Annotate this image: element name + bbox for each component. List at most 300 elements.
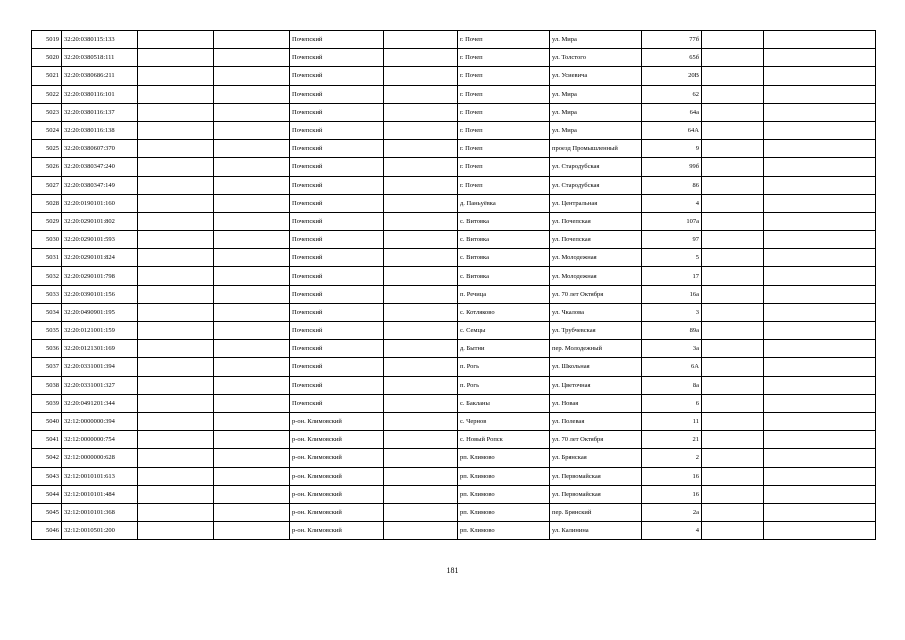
district-cell: р-он. Климовский [290, 467, 384, 485]
empty-cell [138, 194, 214, 212]
district-cell: Почепский [290, 176, 384, 194]
row-number: 5045 [32, 503, 62, 521]
street-cell: ул. Почепская [550, 231, 642, 249]
empty-cell [214, 194, 290, 212]
empty-cell [702, 358, 764, 376]
empty-cell [138, 212, 214, 230]
street-cell: ул. Стародубская [550, 158, 642, 176]
settlement-cell: г. Почеп [458, 176, 550, 194]
settlement-cell: с. Котляково [458, 303, 550, 321]
empty-cell [214, 267, 290, 285]
house-number: 64А [642, 121, 702, 139]
cadastral-number: 32:20:0380116:101 [62, 85, 138, 103]
district-cell: р-он. Климовский [290, 503, 384, 521]
row-number: 5024 [32, 121, 62, 139]
street-cell: ул. Первомайская [550, 467, 642, 485]
empty-cell [764, 103, 876, 121]
empty-cell [214, 412, 290, 430]
table-row [32, 103, 876, 121]
street-cell: ул. Мира [550, 103, 642, 121]
street-cell: ул. Толстого [550, 49, 642, 67]
house-number: 2а [642, 503, 702, 521]
district-cell: Почепский [290, 49, 384, 67]
empty-cell [138, 31, 214, 49]
empty-cell [384, 103, 458, 121]
cadastral-number: 32:12:0010101:484 [62, 485, 138, 503]
empty-cell [764, 67, 876, 85]
settlement-cell: с. Витовка [458, 267, 550, 285]
empty-cell [702, 285, 764, 303]
street-cell: ул. Чкалова [550, 303, 642, 321]
cadastral-number: 32:20:0380686:211 [62, 67, 138, 85]
row-number: 5043 [32, 467, 62, 485]
table-row [32, 285, 876, 303]
house-number: 6 [642, 394, 702, 412]
empty-cell [384, 431, 458, 449]
empty-cell [384, 194, 458, 212]
empty-cell [138, 322, 214, 340]
empty-cell [384, 449, 458, 467]
empty-cell [138, 249, 214, 267]
empty-cell [384, 340, 458, 358]
empty-cell [138, 358, 214, 376]
row-number: 5027 [32, 176, 62, 194]
house-number: 4 [642, 522, 702, 540]
empty-cell [384, 285, 458, 303]
cadastral-number: 32:12:0010101:368 [62, 503, 138, 521]
district-cell: Почепский [290, 212, 384, 230]
registry-table [31, 30, 876, 540]
empty-cell [214, 121, 290, 139]
table-row [32, 231, 876, 249]
empty-cell [138, 176, 214, 194]
empty-cell [764, 394, 876, 412]
empty-cell [138, 49, 214, 67]
district-cell: Почепский [290, 103, 384, 121]
empty-cell [384, 503, 458, 521]
empty-cell [702, 449, 764, 467]
street-cell: ул. 70 лет Октября [550, 285, 642, 303]
district-cell: Почепский [290, 249, 384, 267]
empty-cell [764, 449, 876, 467]
empty-cell [764, 303, 876, 321]
empty-cell [764, 212, 876, 230]
empty-cell [138, 412, 214, 430]
empty-cell [138, 103, 214, 121]
street-cell: ул. Мира [550, 121, 642, 139]
empty-cell [702, 522, 764, 540]
table-row [32, 522, 876, 540]
empty-cell [384, 358, 458, 376]
cadastral-number: 32:20:0290101:824 [62, 249, 138, 267]
empty-cell [764, 31, 876, 49]
district-cell: Почепский [290, 267, 384, 285]
street-cell: проезд Промышленный [550, 140, 642, 158]
table-row [32, 431, 876, 449]
cadastral-number: 32:20:0380518:111 [62, 49, 138, 67]
street-cell: ул. Полевая [550, 412, 642, 430]
empty-cell [764, 431, 876, 449]
empty-cell [214, 231, 290, 249]
empty-cell [138, 140, 214, 158]
empty-cell [764, 140, 876, 158]
row-number: 5035 [32, 322, 62, 340]
row-number: 5020 [32, 49, 62, 67]
district-cell: р-он. Климовский [290, 431, 384, 449]
empty-cell [702, 31, 764, 49]
table-row [32, 358, 876, 376]
house-number: 97 [642, 231, 702, 249]
empty-cell [214, 467, 290, 485]
street-cell: ул. Школьная [550, 358, 642, 376]
settlement-cell: г. Почеп [458, 49, 550, 67]
cadastral-number: 32:20:0380607:370 [62, 140, 138, 158]
empty-cell [384, 212, 458, 230]
table-row [32, 158, 876, 176]
row-number: 5039 [32, 394, 62, 412]
row-number: 5046 [32, 522, 62, 540]
district-cell: Почепский [290, 285, 384, 303]
cadastral-number: 32:12:0000000:628 [62, 449, 138, 467]
empty-cell [214, 522, 290, 540]
empty-cell [764, 49, 876, 67]
empty-cell [702, 140, 764, 158]
empty-cell [764, 358, 876, 376]
settlement-cell: г. Почеп [458, 158, 550, 176]
cadastral-number: 32:20:0190101:160 [62, 194, 138, 212]
empty-cell [214, 67, 290, 85]
empty-cell [138, 285, 214, 303]
district-cell: р-он. Климовский [290, 412, 384, 430]
table-row [32, 85, 876, 103]
settlement-cell: д. Паньуёвка [458, 194, 550, 212]
district-cell: Почепский [290, 303, 384, 321]
row-number: 5030 [32, 231, 62, 249]
empty-cell [138, 485, 214, 503]
empty-cell [702, 467, 764, 485]
row-number: 5022 [32, 85, 62, 103]
empty-cell [214, 85, 290, 103]
house-number: 62 [642, 85, 702, 103]
row-number: 5033 [32, 285, 62, 303]
empty-cell [702, 322, 764, 340]
empty-cell [384, 322, 458, 340]
cadastral-number: 32:20:0290101:593 [62, 231, 138, 249]
street-cell: ул. Молодежная [550, 249, 642, 267]
street-cell: ул. Мира [550, 85, 642, 103]
empty-cell [138, 267, 214, 285]
empty-cell [138, 85, 214, 103]
street-cell: ул. Стародубская [550, 176, 642, 194]
house-number: 11 [642, 412, 702, 430]
district-cell: Почепский [290, 340, 384, 358]
cadastral-number: 32:20:0380115:133 [62, 31, 138, 49]
row-number: 5023 [32, 103, 62, 121]
district-cell: Почепский [290, 31, 384, 49]
house-number: 16а [642, 285, 702, 303]
settlement-cell: рп. Климово [458, 485, 550, 503]
district-cell: Почепский [290, 358, 384, 376]
table-row [32, 503, 876, 521]
cadastral-number: 32:12:0010501:200 [62, 522, 138, 540]
street-cell: ул. Почепская [550, 212, 642, 230]
house-number: 64а [642, 103, 702, 121]
house-number: 16 [642, 467, 702, 485]
house-number: 16 [642, 485, 702, 503]
settlement-cell: с. Витовка [458, 249, 550, 267]
house-number: 20В [642, 67, 702, 85]
empty-cell [138, 231, 214, 249]
row-number: 5026 [32, 158, 62, 176]
settlement-cell: рп. Климово [458, 522, 550, 540]
empty-cell [764, 249, 876, 267]
empty-cell [764, 231, 876, 249]
table-row [32, 49, 876, 67]
empty-cell [702, 376, 764, 394]
empty-cell [138, 522, 214, 540]
empty-cell [138, 340, 214, 358]
empty-cell [214, 322, 290, 340]
settlement-cell: п. Речица [458, 285, 550, 303]
house-number: 65б [642, 49, 702, 67]
settlement-cell: с. Семцы [458, 322, 550, 340]
settlement-cell: г. Почеп [458, 121, 550, 139]
empty-cell [214, 285, 290, 303]
settlement-cell: с. Витовка [458, 231, 550, 249]
cadastral-number: 32:12:0000000:754 [62, 431, 138, 449]
empty-cell [764, 267, 876, 285]
empty-cell [702, 85, 764, 103]
empty-cell [384, 394, 458, 412]
empty-cell [702, 412, 764, 430]
house-number: 9 [642, 140, 702, 158]
cadastral-number: 32:12:0000000:394 [62, 412, 138, 430]
house-number: 99б [642, 158, 702, 176]
house-number: 3 [642, 303, 702, 321]
empty-cell [384, 140, 458, 158]
street-cell: ул. Мира [550, 31, 642, 49]
empty-cell [384, 376, 458, 394]
table-row [32, 485, 876, 503]
row-number: 5019 [32, 31, 62, 49]
table-row [32, 449, 876, 467]
cadastral-number: 32:20:0491201:344 [62, 394, 138, 412]
empty-cell [214, 158, 290, 176]
settlement-cell: рп. Климово [458, 467, 550, 485]
row-number: 5036 [32, 340, 62, 358]
house-number: 8а [642, 376, 702, 394]
empty-cell [702, 49, 764, 67]
empty-cell [702, 431, 764, 449]
empty-cell [214, 303, 290, 321]
empty-cell [384, 176, 458, 194]
empty-cell [214, 249, 290, 267]
empty-cell [214, 503, 290, 521]
cadastral-number: 32:20:0490901:195 [62, 303, 138, 321]
empty-cell [702, 340, 764, 358]
page-number: 181 [446, 566, 459, 575]
house-number: 5 [642, 249, 702, 267]
empty-cell [764, 85, 876, 103]
empty-cell [214, 449, 290, 467]
table-row [32, 194, 876, 212]
table-row [32, 340, 876, 358]
house-number: 77б [642, 31, 702, 49]
table-row [32, 303, 876, 321]
empty-cell [214, 31, 290, 49]
empty-cell [764, 194, 876, 212]
house-number: 89а [642, 322, 702, 340]
empty-cell [384, 67, 458, 85]
empty-cell [764, 412, 876, 430]
empty-cell [384, 249, 458, 267]
district-cell: Почепский [290, 322, 384, 340]
row-number: 5037 [32, 358, 62, 376]
district-cell: Почепский [290, 158, 384, 176]
empty-cell [384, 412, 458, 430]
empty-cell [214, 340, 290, 358]
table-row [32, 376, 876, 394]
table-row [32, 394, 876, 412]
settlement-cell: г. Почеп [458, 140, 550, 158]
settlement-cell: п. Рогь [458, 376, 550, 394]
empty-cell [384, 467, 458, 485]
district-cell: Почепский [290, 394, 384, 412]
empty-cell [702, 194, 764, 212]
empty-cell [764, 176, 876, 194]
empty-cell [138, 503, 214, 521]
empty-cell [764, 285, 876, 303]
table-body [32, 31, 876, 540]
table-row [32, 249, 876, 267]
street-cell: ул. Цветочная [550, 376, 642, 394]
cadastral-number: 32:20:0390101:156 [62, 285, 138, 303]
empty-cell [702, 303, 764, 321]
street-cell: ул. Калинина [550, 522, 642, 540]
empty-cell [138, 303, 214, 321]
table-row [32, 31, 876, 49]
cadastral-number: 32:20:0290101:798 [62, 267, 138, 285]
table-row [32, 412, 876, 430]
settlement-cell: с. Витовка [458, 212, 550, 230]
cadastral-number: 32:12:0010101:613 [62, 467, 138, 485]
empty-cell [764, 376, 876, 394]
row-number: 5040 [32, 412, 62, 430]
house-number: 86 [642, 176, 702, 194]
empty-cell [702, 231, 764, 249]
table-row [32, 322, 876, 340]
empty-cell [384, 522, 458, 540]
settlement-cell: д. Бытни [458, 340, 550, 358]
row-number: 5041 [32, 431, 62, 449]
settlement-cell: с. Новый Ропск [458, 431, 550, 449]
empty-cell [214, 394, 290, 412]
empty-cell [138, 394, 214, 412]
empty-cell [214, 358, 290, 376]
district-cell: Почепский [290, 194, 384, 212]
empty-cell [384, 267, 458, 285]
empty-cell [384, 85, 458, 103]
empty-cell [702, 67, 764, 85]
street-cell: ул. Молодежная [550, 267, 642, 285]
empty-cell [764, 158, 876, 176]
row-number: 5029 [32, 212, 62, 230]
street-cell: ул. Центральная [550, 194, 642, 212]
district-cell: Почепский [290, 67, 384, 85]
cadastral-number: 32:20:0290101:802 [62, 212, 138, 230]
empty-cell [702, 503, 764, 521]
cadastral-number: 32:20:0331001:394 [62, 358, 138, 376]
empty-cell [214, 376, 290, 394]
empty-cell [702, 176, 764, 194]
empty-cell [764, 121, 876, 139]
empty-cell [138, 467, 214, 485]
empty-cell [702, 121, 764, 139]
row-number: 5034 [32, 303, 62, 321]
empty-cell [214, 176, 290, 194]
empty-cell [138, 158, 214, 176]
table-row [32, 267, 876, 285]
empty-cell [384, 303, 458, 321]
street-cell: ул. Усиевича [550, 67, 642, 85]
district-cell: Почепский [290, 231, 384, 249]
settlement-cell: г. Почеп [458, 67, 550, 85]
table-row [32, 467, 876, 485]
table-row [32, 140, 876, 158]
empty-cell [384, 121, 458, 139]
table-row [32, 212, 876, 230]
empty-cell [702, 212, 764, 230]
street-cell: ул. 70 лет Октября [550, 431, 642, 449]
row-number: 5031 [32, 249, 62, 267]
house-number: 4 [642, 194, 702, 212]
house-number: 21 [642, 431, 702, 449]
house-number: 17 [642, 267, 702, 285]
empty-cell [764, 503, 876, 521]
district-cell: Почепский [290, 121, 384, 139]
empty-cell [138, 449, 214, 467]
settlement-cell: с. Бакланы [458, 394, 550, 412]
district-cell: Почепский [290, 140, 384, 158]
settlement-cell: рп. Климово [458, 503, 550, 521]
row-number: 5044 [32, 485, 62, 503]
empty-cell [764, 340, 876, 358]
house-number: 107а [642, 212, 702, 230]
district-cell: р-он. Климовский [290, 449, 384, 467]
empty-cell [384, 158, 458, 176]
empty-cell [702, 249, 764, 267]
empty-cell [764, 522, 876, 540]
empty-cell [138, 67, 214, 85]
row-number: 5025 [32, 140, 62, 158]
cadastral-number: 32:20:0380116:137 [62, 103, 138, 121]
empty-cell [384, 485, 458, 503]
empty-cell [138, 376, 214, 394]
empty-cell [764, 467, 876, 485]
district-cell: Почепский [290, 376, 384, 394]
settlement-cell: г. Почеп [458, 85, 550, 103]
house-number: 3а [642, 340, 702, 358]
district-cell: р-он. Климовский [290, 485, 384, 503]
empty-cell [702, 267, 764, 285]
row-number: 5028 [32, 194, 62, 212]
empty-cell [702, 103, 764, 121]
table-row [32, 176, 876, 194]
settlement-cell: п. Рогь [458, 358, 550, 376]
street-cell: ул. Новая [550, 394, 642, 412]
empty-cell [214, 485, 290, 503]
table-row [32, 67, 876, 85]
